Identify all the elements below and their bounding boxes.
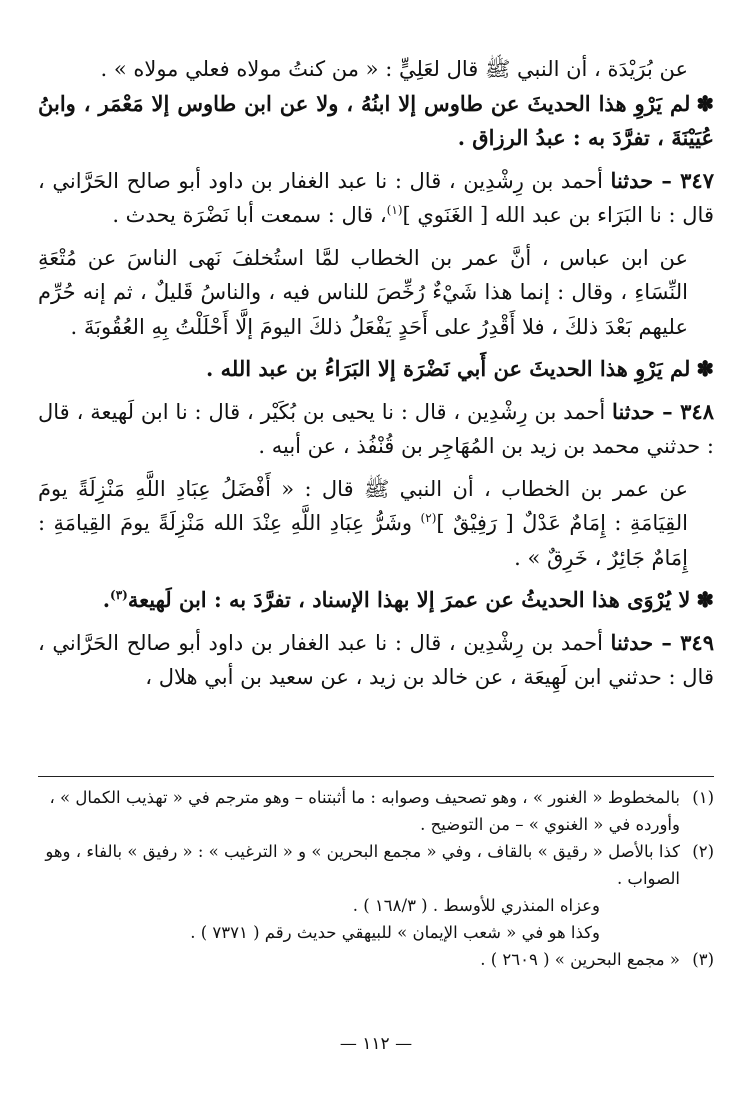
footnote-number: (٣) xyxy=(692,950,714,969)
footnote-2 xyxy=(38,838,714,946)
hadith-346-text: عن بُرَيْدَة ، أن النبي ﷺ قال لعَلِيٍّ : « من كنتُ مولاه فعلي مولاه » . xyxy=(100,57,688,81)
hadith-349-isnad: ٣٤٩ – حدثنا أحمد بن رِشْدِين ، قال : نا عبد الغفار بن داود أبو صالح الحَرَّاني ، قال : حدثني ابن لَهِيعَة ، عن خالد بن زيد ، عن سعيد بن أبي هلال ، xyxy=(38,629,714,689)
hadith-348-text: عن عمر بن الخطاب ، أن النبي ﷺ قال : « أَفْضَلُ عِبَادِ اللَّهِ مَنْزِلَةً يومَ القِيَامَةِ : إِمَامٌ عَدْلٌ [ رَفِيْقٌ ]$^{(٢)}$ وشَرُّ عِبَادِ اللَّهِ عِنْدَ الله مَنْزِلَةً يومَ القِيامَةِ : إِمَامٌ جَائِرٌ ، خَرِقٌ » . xyxy=(38,476,689,570)
footnote-number: (٢) xyxy=(692,842,714,861)
footnote-1 xyxy=(38,784,714,838)
comment-346: ✽لم يَرْوِ هذا الحديثَ عن طاوس إلا ابنُهُ ، ولا عن ابن طاوس إلا مَعْمَر ، وابنُ عُيَيْنَةَ ، تفرَّدَ به : عبدُ الرزاق . xyxy=(38,87,714,156)
footnote-ref-1: (١) xyxy=(386,203,403,217)
comment-347: ✽لم يَرْوِ هذا الحديثَ عن أَبي نَضْرَة إلا البَرَاءُ بن عبد الله . xyxy=(38,352,714,387)
main-text xyxy=(38,52,714,695)
footnote-subline: وكذا هو في « شعب الإيمان » للبيهقي حديث رقم ( ٧٣٧١ ) . xyxy=(190,923,600,942)
footnote-ref-2: (٢) xyxy=(420,511,437,525)
hadith-number-347: ٣٤٧ – حدثنا xyxy=(610,167,714,193)
footnote-3 xyxy=(38,946,714,973)
star-icon: ✽ xyxy=(696,587,714,612)
comment-348: ✽لا يُرْوَى هذا الحديثُ عن عمرَ إلا بهذا الإسناد ، تفرَّدَ به : ابن لَهيعة$^{(٣)}$. xyxy=(38,583,714,618)
star-icon: ✽ xyxy=(696,356,714,381)
hadith-number-348: ٣٤٨ – حدثنا xyxy=(612,398,714,424)
footnote-ref-3: (٣) xyxy=(110,588,128,602)
footnote-number: (١) xyxy=(692,788,714,807)
footnotes xyxy=(38,784,714,973)
footnote-text: بالمخطوط « الغنور » ، وهو تصحيف وصوابه : ما أثبتناه – وهو مترجم في « تهذيب الكمال » ، وأورده في « الغنوي » – من التوضيح . xyxy=(49,788,680,834)
footnote-text: كذا بالأصل « رقيق » بالقاف ، وفي « مجمع البحرين » و « الترغيب » : « رفيق » بالفاء ، وهو الصواب . xyxy=(45,842,680,888)
hadith-347-text: عن ابن عباس ، أنَّ عمر بن الخطاب لمَّا استُخلفَ نَهى الناسَ عن مُتْعَةِ النِّسَاءِ ، وقال : إنما هذا شَيْءٌ رُخِّصَ للناس فيه ، والناسُ قَليلٌ ، ثم إنه حُرِّم عليهم بَعْدَ ذلكَ ، فلا أَقْدِرُ على أَحَدٍ يَفْعَلُ ذلكَ اليومَ إلَّا أَحْلَلْتُ بِهِ العُقُوبَةَ . xyxy=(38,245,688,339)
star-icon: ✽ xyxy=(696,90,714,116)
hadith-347-isnad: ٣٤٧ – حدثنا أحمد بن رِشْدِين ، قال : نا عبد الغفار بن داود أبو صالح الحَرَّاني ، قال : نا البَرَاء بن عبد الله [ الغَنَوي ]$^{(١)}$، قال : سمعت أبا نَضْرَة يحدث . xyxy=(38,167,714,227)
footnote-subline: وعزاه المنذري للأوسط . ( ١٦٨/٣ ) . xyxy=(352,896,600,915)
page-number: — ١١٢ — xyxy=(339,1034,413,1054)
hadith-number-349: ٣٤٩ – حدثنا xyxy=(610,629,714,655)
hadith-348-isnad: ٣٤٨ – حدثنا أحمد بن رِشْدِين ، قال : نا يحيى بن بُكَيْر ، قال : نا ابن لَهيعة ، قال : حدثني محمد بن زيد بن المُهَاجِر بن قُنْفُذ ، عن أبيه . xyxy=(38,398,714,458)
footnote-divider xyxy=(38,776,714,777)
footnote-text: « مجمع البحرين » ( ٢٦٠٩ ) . xyxy=(480,950,680,969)
